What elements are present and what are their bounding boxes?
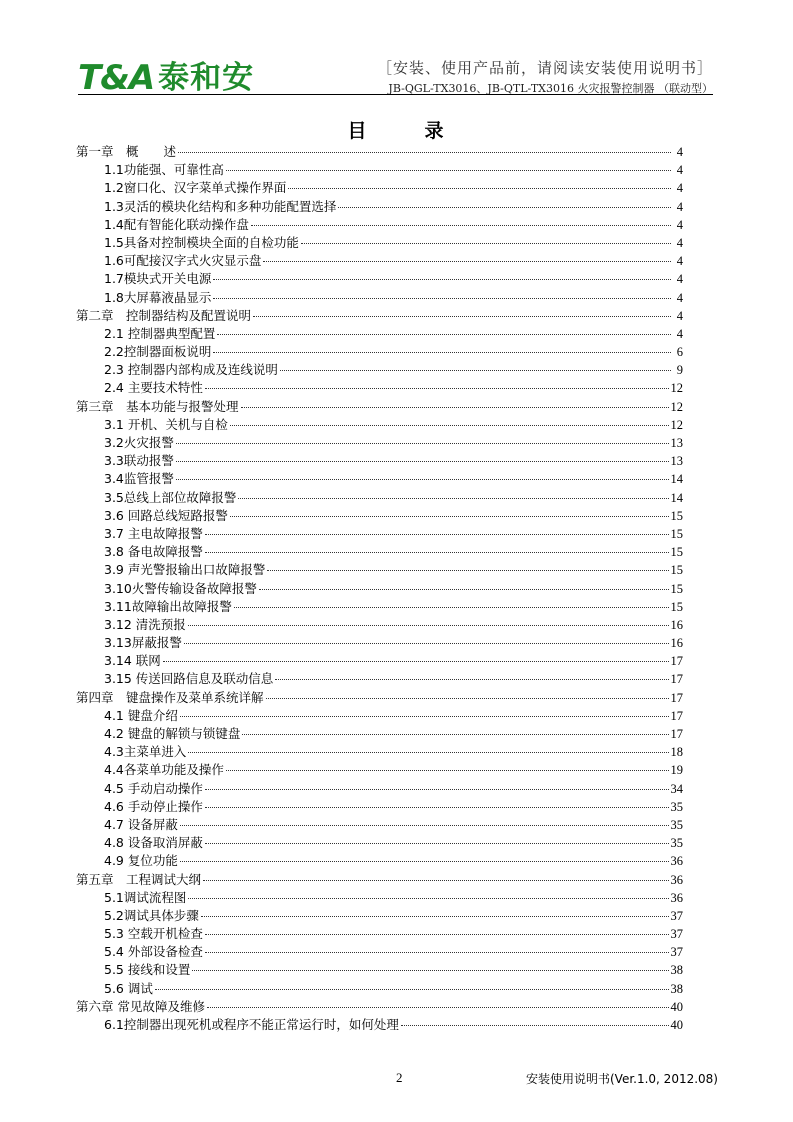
toc-entry-label: 5.3 空载开机检查 — [104, 926, 203, 942]
toc-leader-dots — [242, 734, 668, 735]
toc-entry-page: 12 — [670, 381, 683, 396]
toc-section-entry[interactable] — [76, 1015, 683, 1033]
toc-entry-page: 4 — [676, 181, 683, 196]
toc-leader-dots — [230, 425, 669, 426]
toc-entry-label: 3.12 清洗预报 — [104, 616, 186, 632]
toc-section-entry[interactable] — [76, 251, 683, 269]
toc-leader-dots — [230, 516, 669, 517]
header-info — [377, 57, 713, 96]
toc-entry-page: 14 — [670, 490, 683, 505]
toc-leader-dots — [178, 152, 671, 153]
toc-leader-dots — [163, 661, 669, 662]
toc-entry-label: 1.1功能强、可靠性高 — [104, 162, 224, 178]
toc-entry-label: 3.13屏蔽报警 — [104, 635, 182, 651]
toc-entry-label: 第四章 键盘操作及菜单系统详解 — [76, 689, 264, 705]
toc-entry-label: 5.6 调试 — [104, 980, 153, 996]
toc-entry-label: 第三章 基本功能与报警处理 — [76, 398, 239, 414]
toc-section-entry[interactable] — [76, 942, 683, 960]
toc-entry-label: 3.9 声光警报输出口故障报警 — [104, 562, 266, 578]
toc-section-entry[interactable] — [76, 215, 683, 233]
toc-section-entry[interactable] — [76, 906, 683, 924]
toc-entry-label: 1.6可配接汉字式火灾显示盘 — [104, 253, 262, 269]
toc-section-entry[interactable] — [76, 597, 683, 615]
toc-entry-label: 5.2调试具体步骤 — [104, 907, 199, 923]
toc-entry-page: 14 — [670, 472, 683, 487]
toc-entry-label: 4.8 设备取消屏蔽 — [104, 835, 203, 851]
toc-entry-page: 37 — [670, 945, 683, 960]
page-title — [0, 116, 793, 143]
toc-chapter-entry[interactable] — [76, 306, 683, 324]
toc-entry-label: 4.5 手动启动操作 — [104, 780, 203, 796]
toc-entry-label: 3.15 传送回路信息及联动信息 — [104, 671, 274, 687]
toc-section-entry[interactable] — [76, 288, 683, 306]
toc-entry-page: 35 — [670, 836, 683, 851]
toc-section-entry[interactable] — [76, 706, 683, 724]
logo-mark: T&A — [78, 58, 155, 98]
toc-entry-label: 4.2 键盘的解锁与锁键盘 — [104, 726, 241, 741]
toc-leader-dots — [275, 679, 668, 680]
toc-section-entry[interactable] — [76, 760, 683, 778]
toc-section-entry[interactable] — [76, 633, 683, 651]
toc-entry-page: 15 — [670, 581, 683, 596]
toc-entry-label: 第一章 概 述 — [76, 144, 177, 159]
toc-entry-label: 2.2控制器面板说明 — [104, 344, 212, 360]
toc-section-entry[interactable] — [76, 506, 683, 524]
toc-leader-dots — [205, 388, 669, 389]
toc-leader-dots — [176, 461, 669, 462]
header-notice: ［安装、使用产品前，请阅读安装使用说明书］ — [376, 59, 713, 77]
company-logo — [78, 56, 254, 96]
toc-entry-page: 4 — [676, 217, 683, 232]
toc-leader-dots — [201, 916, 669, 917]
toc-section-entry[interactable] — [76, 833, 683, 851]
toc-entry-page: 12 — [670, 417, 683, 432]
toc-entry-label: 3.14 联网 — [104, 653, 161, 669]
toc-section-entry[interactable] — [76, 924, 683, 942]
toc-leader-dots — [192, 970, 668, 971]
header-product: JB-QGL-TX3016、JB-QTL-TX3016 火灾报警控制器 （联动型） — [388, 82, 713, 95]
toc-leader-dots — [205, 843, 669, 844]
toc-leader-dots — [155, 989, 669, 990]
toc-leader-dots — [241, 407, 669, 408]
toc-entry-label: 1.8大屏幕液晶显示 — [104, 289, 212, 305]
toc-section-entry[interactable] — [76, 960, 683, 978]
toc-leader-dots — [207, 1007, 669, 1008]
toc-section-entry[interactable] — [76, 451, 683, 469]
toc-entry-page: 12 — [670, 399, 683, 414]
toc-section-entry[interactable] — [76, 178, 683, 196]
toc-entry-page: 17 — [670, 654, 683, 669]
toc-leader-dots — [180, 861, 669, 862]
toc-leader-dots — [267, 570, 668, 571]
toc-leader-dots — [188, 625, 669, 626]
toc-entry-page: 17 — [670, 672, 683, 687]
toc-leader-dots — [401, 1025, 669, 1026]
toc-entry-label: 3.7 主电故障报警 — [104, 525, 203, 541]
toc-entry-label: 第六章 常见故障及维修 — [76, 998, 205, 1014]
toc-entry-page: 4 — [676, 308, 683, 323]
toc-entry-page: 4 — [676, 254, 683, 269]
toc-entry-label: 1.5具备对控制模块全面的自检功能 — [104, 234, 299, 250]
toc-entry-page: 36 — [670, 872, 683, 887]
toc-chapter-entry[interactable] — [76, 142, 683, 160]
toc-leader-dots — [205, 552, 669, 553]
toc-leader-dots — [253, 316, 671, 317]
toc-entry-label: 3.11故障输出故障报警 — [104, 598, 232, 614]
toc-chapter-entry[interactable] — [76, 688, 683, 706]
doc-version: 安装使用说明书(Ver.1.0, 2012.08) — [525, 1072, 718, 1086]
toc-leader-dots — [205, 807, 669, 808]
table-of-contents — [76, 142, 683, 1033]
toc-section-entry[interactable] — [76, 742, 683, 760]
toc-leader-dots — [205, 934, 669, 935]
toc-leader-dots — [205, 952, 669, 953]
toc-entry-label: 4.4各菜单功能及操作 — [104, 762, 224, 778]
toc-section-entry[interactable] — [76, 579, 683, 597]
toc-leader-dots — [251, 225, 671, 226]
toc-entry-page: 16 — [670, 617, 683, 632]
toc-section-entry[interactable] — [76, 779, 683, 797]
toc-leader-dots — [205, 789, 669, 790]
toc-entry-page: 34 — [670, 781, 683, 796]
toc-entry-page: 36 — [670, 890, 683, 905]
toc-section-entry[interactable] — [76, 542, 683, 560]
toc-entry-page: 35 — [670, 817, 683, 832]
toc-entry-page: 13 — [670, 454, 683, 469]
toc-section-entry[interactable] — [76, 851, 683, 869]
toc-entry-label: 3.2火灾报警 — [104, 435, 174, 450]
toc-entry-label: 1.3灵活的模块化结构和多种功能配置选择 — [104, 198, 337, 214]
toc-section-entry[interactable] — [76, 160, 683, 178]
toc-entry-page: 37 — [670, 927, 683, 942]
toc-leader-dots — [213, 352, 671, 353]
toc-entry-label: 第五章 工程调试大纲 — [76, 871, 202, 887]
toc-leader-dots — [188, 898, 668, 899]
toc-entry-label: 3.6 回路总线短路报警 — [104, 507, 228, 523]
toc-section-entry[interactable] — [76, 651, 683, 669]
toc-entry-page: 38 — [670, 981, 683, 996]
toc-leader-dots — [217, 334, 671, 335]
toc-chapter-entry[interactable] — [76, 997, 683, 1015]
toc-entry-label: 6.1控制器出现死机或程序不能正常运行时，如何处理 — [104, 1017, 399, 1032]
toc-leader-dots — [213, 279, 671, 280]
toc-entry-label: 4.1 键盘介绍 — [104, 707, 178, 723]
toc-entry-page: 4 — [676, 272, 683, 287]
toc-entry-page: 4 — [676, 326, 683, 341]
toc-leader-dots — [238, 498, 668, 499]
toc-leader-dots — [176, 479, 669, 480]
toc-entry-page: 4 — [676, 235, 683, 250]
toc-leader-dots — [226, 770, 669, 771]
toc-section-entry[interactable] — [76, 324, 683, 342]
toc-section-entry[interactable] — [76, 469, 683, 487]
toc-section-entry[interactable] — [76, 815, 683, 833]
toc-entry-page: 19 — [670, 763, 683, 778]
toc-section-entry[interactable] — [76, 342, 683, 360]
toc-entry-page: 15 — [670, 545, 683, 560]
toc-entry-page: 37 — [670, 908, 683, 923]
toc-entry-page: 15 — [670, 526, 683, 541]
toc-leader-dots — [266, 698, 669, 699]
toc-leader-dots — [288, 188, 671, 189]
header-rule — [78, 94, 713, 95]
toc-leader-dots — [176, 443, 669, 444]
toc-entry-page: 18 — [670, 745, 683, 760]
toc-section-entry[interactable] — [76, 378, 683, 396]
toc-entry-label: 3.1 开机、关机与自检 — [104, 416, 228, 432]
toc-entry-page: 9 — [676, 363, 683, 378]
toc-entry-label: 5.1调试流程图 — [104, 889, 187, 905]
toc-entry-label: 4.3主菜单进入 — [104, 744, 187, 760]
toc-section-entry[interactable] — [76, 197, 683, 215]
toc-leader-dots — [226, 170, 671, 171]
toc-section-entry[interactable] — [76, 797, 683, 815]
toc-entry-label: 4.9 复位功能 — [104, 853, 178, 869]
toc-section-entry[interactable] — [76, 560, 683, 578]
toc-leader-dots — [205, 534, 669, 535]
toc-leader-dots — [280, 370, 671, 371]
toc-section-entry[interactable] — [76, 669, 683, 687]
title-char-2: 录 — [424, 120, 446, 142]
toc-entry-page: 17 — [670, 690, 683, 705]
toc-leader-dots — [263, 261, 671, 262]
toc-section-entry[interactable] — [76, 415, 683, 433]
toc-leader-dots — [180, 825, 669, 826]
toc-leader-dots — [213, 298, 671, 299]
toc-entry-page: 13 — [670, 436, 683, 450]
toc-leader-dots — [259, 589, 669, 590]
toc-entry-label: 2.4 主要技术特性 — [104, 380, 203, 396]
toc-entry-label: 第二章 控制器结构及配置说明 — [76, 307, 252, 323]
toc-section-entry[interactable] — [76, 524, 683, 542]
toc-section-entry[interactable] — [76, 269, 683, 287]
toc-entry-label: 2.1 控制器典型配置 — [104, 325, 216, 341]
toc-entry-page: 6 — [676, 345, 683, 360]
toc-entry-page: 15 — [670, 508, 683, 523]
toc-entry-page: 15 — [670, 599, 683, 614]
toc-leader-dots — [301, 243, 671, 244]
logo-company-name: 泰和安 — [158, 60, 255, 96]
toc-entry-page: 17 — [670, 708, 683, 723]
toc-leader-dots — [338, 207, 671, 208]
toc-entry-page: 4 — [676, 290, 683, 305]
toc-entry-page: 4 — [676, 199, 683, 214]
toc-entry-page: 16 — [670, 636, 683, 651]
toc-entry-label: 5.5 接线和设置 — [104, 962, 191, 978]
title-char-1: 目 — [347, 120, 369, 142]
toc-section-entry[interactable] — [76, 433, 683, 451]
page-number: 2 — [396, 1070, 403, 1085]
toc-section-entry[interactable] — [76, 615, 683, 633]
toc-section-entry[interactable] — [76, 979, 683, 997]
toc-entry-label: 3.3联动报警 — [104, 453, 174, 469]
toc-entry-label: 3.8 备电故障报警 — [104, 544, 203, 560]
toc-entry-label: 5.4 外部设备检查 — [104, 944, 203, 960]
toc-entry-page: 35 — [670, 799, 683, 814]
toc-leader-dots — [188, 752, 668, 753]
toc-section-entry[interactable] — [76, 724, 683, 742]
toc-entry-page: 17 — [670, 727, 683, 741]
toc-entry-label: 1.7模块式开关电源 — [104, 271, 212, 287]
toc-entry-page: 4 — [676, 163, 683, 178]
toc-entry-page: 15 — [670, 563, 683, 578]
toc-leader-dots — [234, 607, 669, 608]
toc-leader-dots — [180, 716, 669, 717]
toc-entry-label: 4.7 设备屏蔽 — [104, 816, 178, 832]
toc-chapter-entry[interactable] — [76, 870, 683, 888]
toc-entry-page: 4 — [676, 145, 683, 159]
toc-section-entry[interactable] — [76, 233, 683, 251]
toc-leader-dots — [184, 643, 669, 644]
toc-section-entry[interactable] — [76, 888, 683, 906]
toc-chapter-entry[interactable] — [76, 397, 683, 415]
toc-entry-label: 3.4监管报警 — [104, 471, 174, 487]
toc-entry-page: 36 — [670, 854, 683, 869]
toc-entry-page: 38 — [670, 963, 683, 978]
toc-section-entry[interactable] — [76, 360, 683, 378]
toc-entry-label: 3.5总线上部位故障报警 — [104, 489, 237, 505]
toc-leader-dots — [203, 880, 668, 881]
toc-entry-label: 1.4配有智能化联动操作盘 — [104, 216, 249, 232]
toc-entry-label: 2.3 控制器内部构成及连线说明 — [104, 362, 278, 378]
toc-entry-page: 40 — [670, 1018, 683, 1032]
toc-entry-page: 40 — [670, 999, 683, 1014]
toc-entry-label: 1.2窗口化、汉字菜单式操作界面 — [104, 180, 287, 196]
toc-entry-label: 3.10火警传输设备故障报警 — [104, 580, 257, 596]
toc-entry-label: 4.6 手动停止操作 — [104, 798, 203, 814]
toc-section-entry[interactable] — [76, 488, 683, 506]
